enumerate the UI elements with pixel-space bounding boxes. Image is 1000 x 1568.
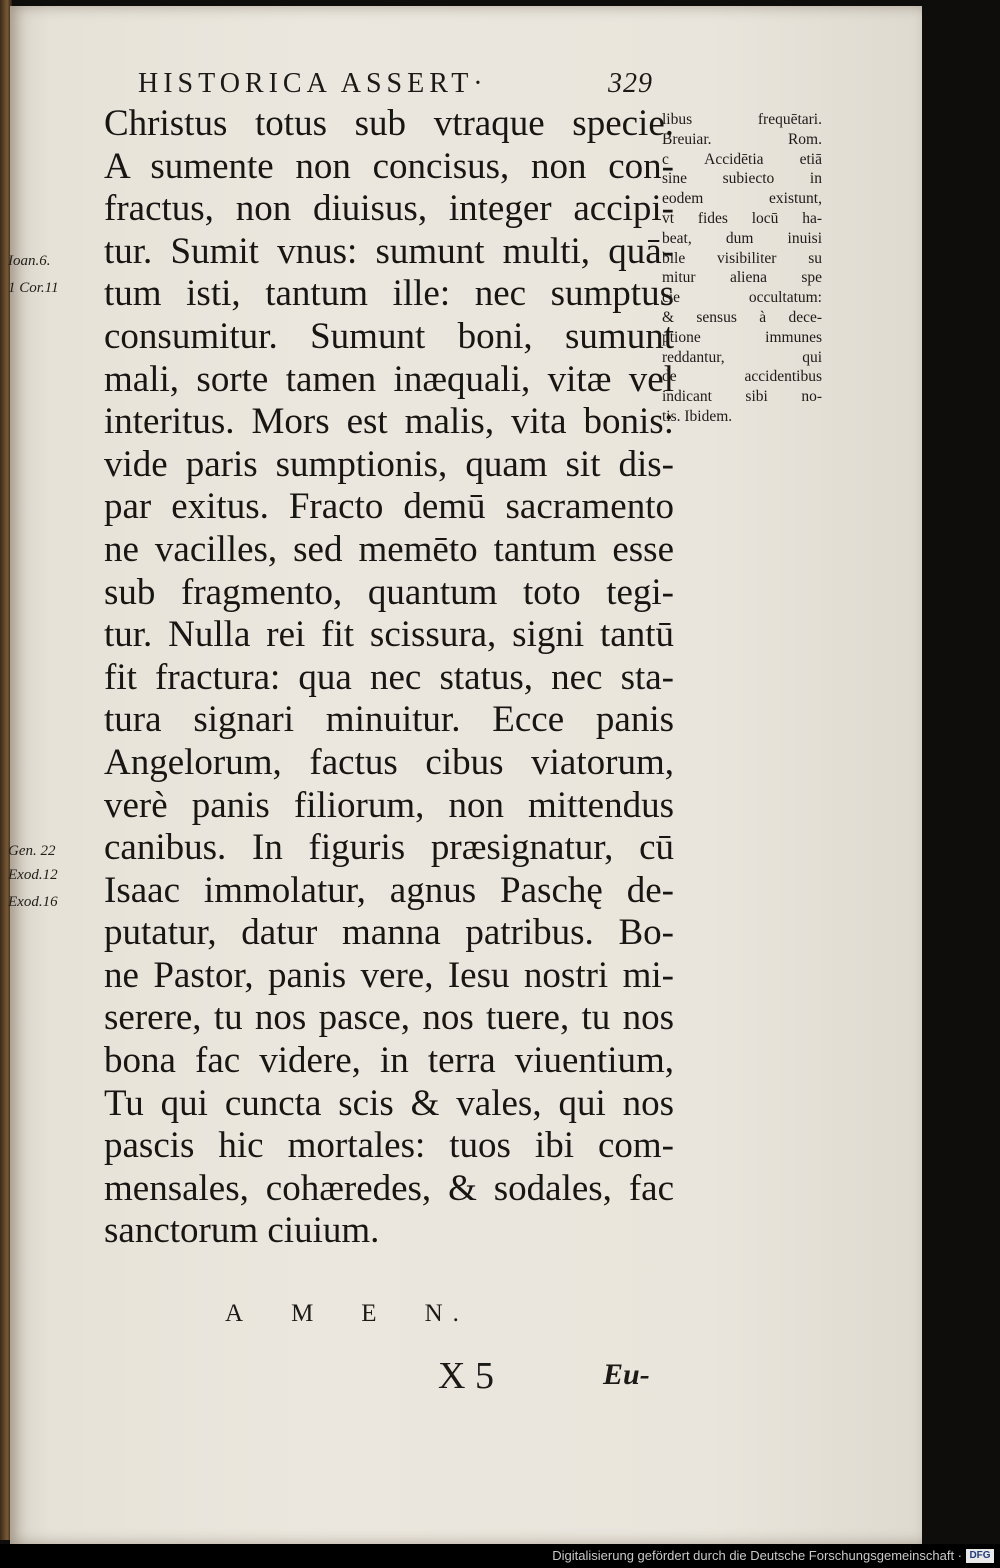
running-head	[138, 68, 678, 100]
text-line: tura signari minuitur. Ecce panis	[104, 699, 674, 741]
amen-line	[225, 1300, 507, 1328]
margin-note-line: vt fides locū ha-	[662, 209, 822, 227]
main-text-block	[104, 103, 674, 1253]
margin-note-line: ptione immunes	[662, 328, 822, 346]
margin-note-line: libus frequētari.	[662, 111, 822, 128]
text-line: canibus. In figuris præsignatur, cū	[104, 827, 674, 869]
text-line: fit fractura: qua nec status, nec sta-	[104, 656, 674, 698]
text-line: Christus totus sub vtraque specie.	[104, 103, 674, 144]
text-line: tur. Nulla rei fit scissura, signi tantū	[104, 614, 674, 656]
text-line: A sumente non concisus, non con-	[104, 145, 674, 187]
margin-note-line: c Accidētia etiā	[662, 150, 822, 168]
text-line: ne Pastor, panis vere, Iesu nostri mi-	[104, 954, 674, 996]
text-line: bona fac videre, in terra viuentium,	[104, 1040, 674, 1082]
text-line: sanctorum ciuium.	[104, 1210, 380, 1252]
margin-note-line: Breuiar. Rom.	[662, 130, 822, 148]
margin-note-line: reddantur, qui	[662, 348, 822, 366]
running-head-title: HISTORICA ASSERT·	[138, 68, 488, 99]
margin-note-left: Ioan.6.	[8, 253, 51, 269]
text-line: pascis hic mortales: tuos ibi com-	[104, 1125, 674, 1167]
text-line: Isaac immolatur, agnus Paschę de-	[104, 869, 674, 911]
dfg-logo: DFG	[966, 1549, 994, 1563]
text-line: verè panis filiorum, non mittendus	[104, 784, 674, 826]
text-line: consumitur. Sumunt boni, sumunt	[104, 315, 674, 357]
margin-note-line: cie occultatum:	[662, 289, 822, 307]
text-line: tum isti, tantum ille: nec sumptus	[104, 273, 674, 315]
page-number: 329	[608, 68, 653, 99]
text-line: ne vacilles, sed memēto tantum esse	[104, 528, 674, 570]
amen-letter: A	[225, 1300, 254, 1327]
text-line: fractus, non diuisus, integer accipi-	[104, 188, 674, 230]
amen-letter: M	[291, 1300, 324, 1327]
margin-note-line: & sensus à dece-	[662, 308, 822, 326]
margin-note-line: bile visibiliter su	[662, 249, 822, 267]
margin-note-left: Gen. 22	[8, 843, 56, 859]
text-line: Angelorum, factus cibus viatorum,	[104, 741, 674, 783]
margin-note-left: Exod.16	[8, 894, 58, 910]
text-line: mali, sorte tamen inæquali, vitæ vel	[104, 358, 674, 400]
amen-letter: E	[361, 1300, 387, 1327]
text-line: tur. Sumit vnus: sumunt multi, quā-	[104, 230, 674, 272]
text-line: serere, tu nos pasce, nos tuere, tu nos	[104, 997, 674, 1039]
funding-credit: Digitalisierung gefördert durch die Deutsche Forschungsgemeinschaft ·	[552, 1548, 962, 1563]
margin-note-line: de accidentibus	[662, 368, 822, 386]
text-line: putatur, datur manna patribus. Bo-	[104, 912, 674, 954]
text-line: mensales, cohæredes, & sodales, fac	[104, 1167, 674, 1209]
margin-note-left: 1 Cor.11	[8, 280, 59, 296]
catchword: Eu-	[603, 1358, 650, 1391]
margin-note-right	[662, 110, 822, 427]
margin-note-left: Exod.12	[8, 867, 58, 883]
amen-letter: N.	[424, 1300, 469, 1327]
text-line: interitus. Mors est malis, vita bonis:	[104, 401, 674, 443]
margin-note-line: mitur aliena spe	[662, 269, 822, 287]
signature-mark: X 5	[438, 1355, 494, 1397]
text-line: par exitus. Fracto demū sacramento	[104, 486, 674, 528]
margin-note-line: beat, dum inuisi	[662, 229, 822, 247]
text-line: Tu qui cuncta scis & vales, qui nos	[104, 1082, 674, 1124]
text-line: vide paris sumptionis, quam sit dis-	[104, 443, 674, 485]
margin-note-line: tis. Ibidem.	[662, 407, 733, 425]
text-line: sub fragmento, quantum toto tegi-	[104, 571, 674, 613]
margin-note-line: indicant sibi no-	[662, 388, 822, 406]
margin-note-line: eodem existunt,	[662, 190, 822, 208]
margin-note-line: sine subiecto in	[662, 170, 822, 188]
